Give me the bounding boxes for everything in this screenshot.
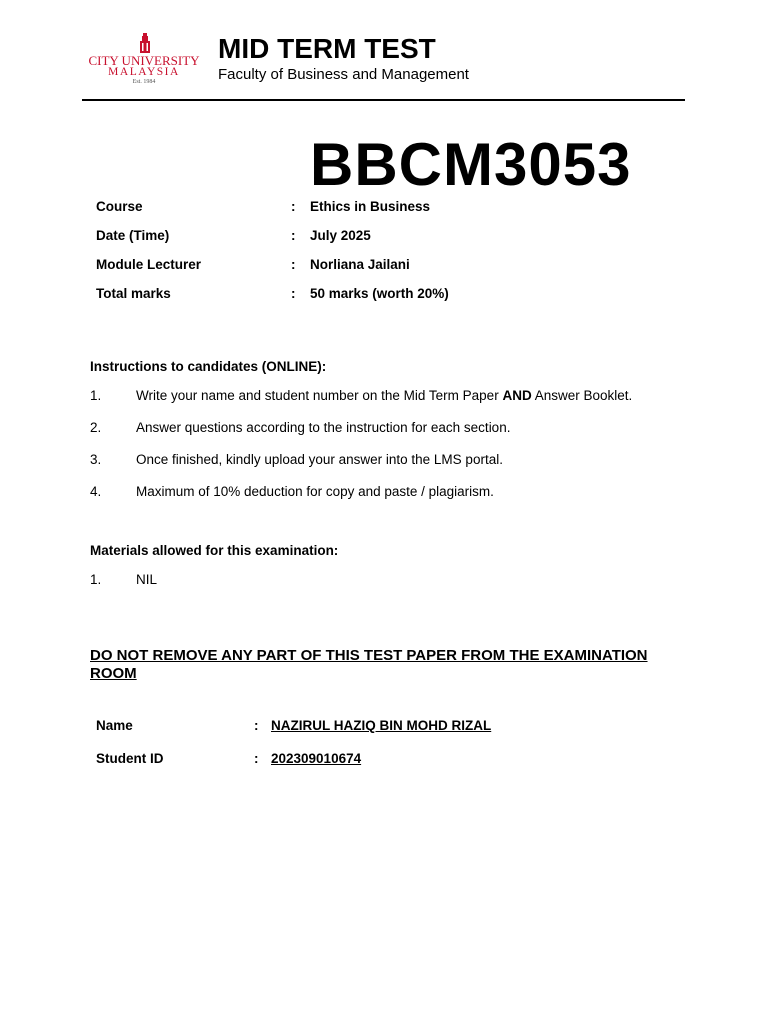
tower-icon xyxy=(138,33,152,53)
item-text-bold: AND xyxy=(502,388,532,403)
instructions-heading: Instructions to candidates (ONLINE): xyxy=(90,359,327,374)
item-text-pre: Write your name and student number on the Mid Term Paper xyxy=(136,388,503,403)
logo-text-line3: Est. 1984 xyxy=(132,79,156,85)
item-number: 2. xyxy=(90,420,102,435)
student-id-row xyxy=(96,751,656,769)
item-number: 1. xyxy=(90,572,102,587)
student-name-colon: : xyxy=(254,718,259,733)
item-text: NIL xyxy=(136,572,158,587)
instruction-item xyxy=(90,420,690,438)
item-number: 1. xyxy=(90,388,102,403)
info-value: July 2025 xyxy=(310,228,371,243)
student-name-label: Name xyxy=(96,718,133,733)
info-row-date xyxy=(96,228,616,246)
warning-notice: DO NOT REMOVE ANY PART OF THIS TEST PAPER FROM THE EXAMINATION ROOM xyxy=(90,647,648,682)
info-colon: : xyxy=(291,228,296,243)
course-code: BBCM3053 xyxy=(310,131,632,198)
faculty-name: Faculty of Business and Management xyxy=(218,66,469,83)
page-title: MID TERM TEST xyxy=(218,33,436,64)
info-label: Total marks xyxy=(96,286,171,301)
info-row-course xyxy=(96,199,616,217)
info-row-total-marks xyxy=(96,286,616,304)
instruction-item xyxy=(90,388,690,406)
info-colon: : xyxy=(291,199,296,214)
item-number: 4. xyxy=(90,484,102,499)
logo-text-line1: CITY UNIVERSITY xyxy=(88,53,200,68)
item-text xyxy=(136,388,632,403)
instruction-item xyxy=(90,484,690,502)
info-value: Ethics in Business xyxy=(310,199,431,214)
info-label: Module Lecturer xyxy=(96,257,202,272)
instruction-item xyxy=(90,452,690,470)
header-divider xyxy=(82,99,685,101)
info-label: Course xyxy=(96,199,143,214)
info-row-lecturer xyxy=(96,257,616,275)
info-colon: : xyxy=(291,257,296,272)
university-logo xyxy=(84,33,204,87)
materials-heading: Materials allowed for this examination: xyxy=(90,543,339,558)
student-name-value: NAZIRUL HAZIQ BIN MOHD RIZAL xyxy=(271,718,492,733)
item-text: Answer questions according to the instruction for each section. xyxy=(136,420,511,435)
info-colon: : xyxy=(291,286,296,301)
student-name-row xyxy=(96,718,656,736)
item-text: Maximum of 10% deduction for copy and paste / plagiarism. xyxy=(136,484,494,499)
item-text-post: Answer Booklet. xyxy=(531,388,633,403)
info-value: Norliana Jailani xyxy=(310,257,410,272)
info-value: 50 marks (worth 20%) xyxy=(310,286,449,301)
item-text: Once finished, kindly upload your answer into the LMS portal. xyxy=(136,452,503,467)
student-id-label: Student ID xyxy=(96,751,164,766)
student-id-colon: : xyxy=(254,751,259,766)
item-number: 3. xyxy=(90,452,102,467)
student-id-value: 202309010674 xyxy=(271,751,362,766)
info-label: Date (Time) xyxy=(96,228,170,243)
logo-text-line2: MALAYSIA xyxy=(108,66,180,78)
materials-item xyxy=(90,572,690,590)
